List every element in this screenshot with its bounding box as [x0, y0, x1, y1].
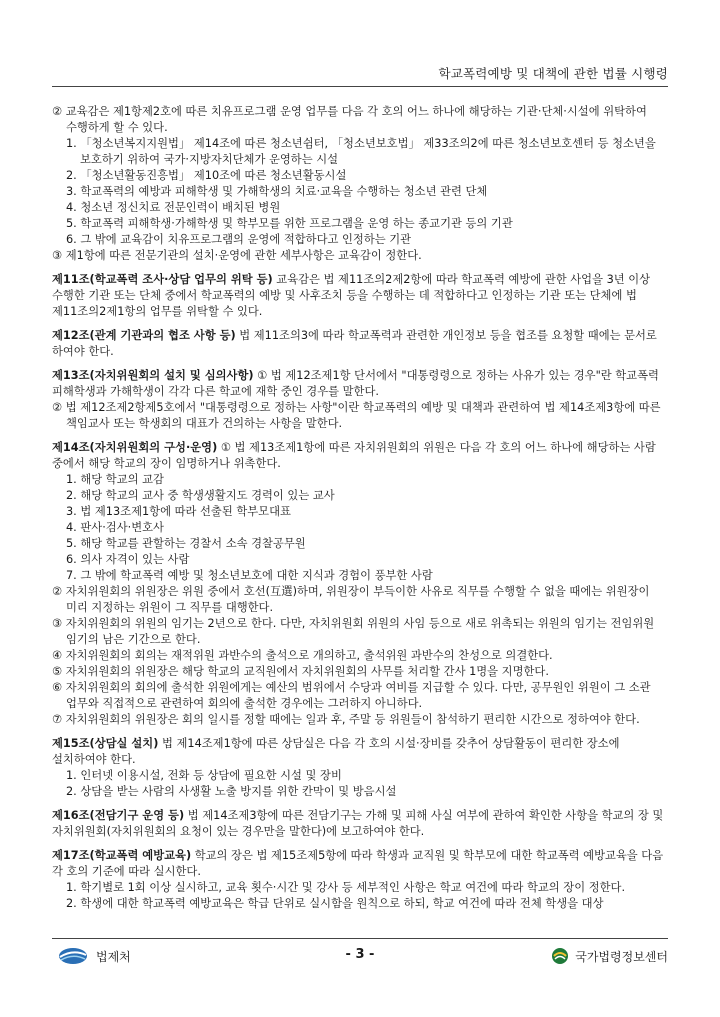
- clause-paragraph: [52, 568, 668, 584]
- paragraph-text: 학교의 장은 법 제15조제5항에 따라 학생과 교직원 및 학부모에 대한 학교폭력 예방교육을 다음 각 호의 기준에 따라 실시한다.: [52, 849, 664, 878]
- article-paragraph: [52, 848, 668, 880]
- paragraph-text: 법 제11조의3에 따라 학교폭력과 관련한 개인정보 등을 협조를 요청할 때에는 문서로 하여야 한다.: [52, 329, 657, 358]
- paragraph-text: 법 제14조제3항에 따른 전담기구는 가해 및 피해 사실 여부에 관하여 확인한 사항을 학교의 장 및 자치위원회(자치위원회의 요청이 있는 경우만을 말한다)에 보고하여야 한다.: [52, 809, 664, 838]
- paragraph-text: 1. 「청소년복지지원법」 제14조에 따른 청소년쉼터, 「청소년보호법」 제33조의2에 따른 청소년보호센터 등 청소년을 보호하기 위하여 국가·지방자치단체가 운영하는 시설: [66, 137, 656, 166]
- paragraph-text: 1. 학기별로 1회 이상 실시하고, 교육 횟수·시간 및 강사 등 세부적인 사항은 학교 여건에 따라 학교의 장이 정한다.: [66, 881, 626, 894]
- paragraph-text: 6. 그 밖에 교육감이 치유프로그램의 운영에 적합하다고 인정하는 기관: [66, 233, 412, 246]
- article-paragraph: [52, 736, 668, 768]
- article-paragraph: [52, 328, 668, 360]
- paragraph-text: ③ 자치위원회의 위원의 임기는 2년으로 한다. 다만, 자치위원회 위원의 사임 등으로 새로 위촉되는 위원의 임기는 전임위원 임기의 남은 기간으로 한다.: [52, 617, 655, 646]
- clause-paragraph: [52, 248, 668, 264]
- paragraph-text: 6. 의사 자격이 있는 사람: [66, 553, 190, 566]
- paragraph-text: ⑤ 자치위원회의 위원장은 해당 학교의 교직원에서 자치위원회의 사무를 처리할 간사 1명을 지명한다.: [52, 665, 549, 678]
- paragraph-text: ⑥ 자치위원회의 회의에 출석한 위원에게는 예산의 범위에서 수당과 여비를 지급할 수 있다. 다만, 공무원인 위원이 그 소관 업무와 직접적으로 관련하여 회의에 출석한 경우에는 그러하지 아니하다.: [52, 681, 651, 710]
- paragraph-text: ③ 제1항에 따른 전문기관의 설치·운영에 관한 세부사항은 교육감이 정한다.: [52, 249, 422, 262]
- clause-paragraph: [52, 184, 668, 200]
- paragraph-text: ② 법 제12조제2항제5호에서 "대통령령으로 정하는 사항"이란 학교폭력의 예방 및 대책과 관련하여 법 제14조제3항에 따른 책임교사 또는 학생회의 대표가 건의하는 사항을 말한다.: [52, 401, 661, 430]
- article-paragraph: [52, 272, 668, 320]
- law-center-logo-icon: [551, 947, 569, 965]
- paragraph-text: ② 자치위원회의 위원장은 위원 중에서 호선(互選)하며, 위원장이 부득이한 사유로 직무를 수행할 수 없을 때에는 위원장이 미리 지정하는 위원이 그 직무를 대행한다.: [52, 585, 650, 614]
- clause-paragraph: [52, 472, 668, 488]
- paragraph-text: 1. 해당 학교의 교감: [66, 473, 164, 486]
- clause-paragraph: [52, 712, 668, 728]
- paragraph-text: 5. 학교폭력 피해학생·가해학생 및 학부모를 위한 프로그램을 운영 하는 종교기관 등의 기관: [66, 217, 513, 230]
- clause-paragraph: [52, 536, 668, 552]
- clause-paragraph: [52, 488, 668, 504]
- document-body: [52, 104, 668, 912]
- clause-paragraph: [52, 216, 668, 232]
- article-title: 제11조(학교폭력 조사·상담 업무의 위탁 등): [52, 273, 273, 286]
- article-title: 제12조(관계 기관과의 협조 사항 등): [52, 329, 236, 342]
- clause-paragraph: [52, 768, 668, 784]
- clause-paragraph: [52, 400, 668, 432]
- clause-paragraph: [52, 880, 668, 896]
- footer-right-label: 국가법령정보센터: [575, 949, 668, 964]
- clause-paragraph: [52, 232, 668, 248]
- paragraph-text: 교육감은 법 제11조의2제2항에 따라 학교폭력 예방에 관한 사업을 3년 이상 수행한 기관 또는 단체 중에서 학교폭력의 예방 및 사후조치 등을 수행하는 데 적합하다고 인정하는 기관 또는 단체에 법 제11조의2제1항의 업무를 위탁할 수 있다.: [52, 273, 651, 318]
- paragraph-text: 5. 해당 학교를 관할하는 경찰서 소속 경찰공무원: [66, 537, 306, 550]
- article-paragraph: [52, 440, 668, 472]
- paragraph-text: 7. 그 밖에 학교폭력 예방 및 청소년보호에 대한 지식과 경험이 풍부한 사람: [66, 569, 433, 582]
- page-footer: [52, 938, 668, 971]
- article-title: 제16조(전담기구 운영 등): [52, 809, 185, 822]
- page-header: [52, 58, 668, 87]
- clause-paragraph: [52, 104, 668, 136]
- clause-paragraph: [52, 200, 668, 216]
- clause-paragraph: [52, 784, 668, 800]
- footer-left-label: 법제처: [96, 949, 131, 964]
- article-paragraph: [52, 808, 668, 840]
- clause-paragraph: [52, 584, 668, 616]
- clause-paragraph: [52, 504, 668, 520]
- article-paragraph: [52, 368, 668, 400]
- article-title: 제15조(상담실 설치): [52, 737, 159, 750]
- clause-paragraph: [52, 896, 668, 912]
- clause-paragraph: [52, 136, 668, 168]
- paragraph-text: ① 법 제12조제1항 단서에서 "대통령령으로 정하는 사유가 있는 경우"란 학교폭력 피해학생과 가해학생이 각각 다른 학교에 재학 중인 경우를 말한다.: [52, 369, 659, 398]
- clause-paragraph: [52, 552, 668, 568]
- clause-paragraph: [52, 520, 668, 536]
- page-number: - 3 -: [345, 947, 375, 962]
- article-title: 제14조(자치위원회의 구성·운영): [52, 441, 218, 454]
- paragraph-text: 4. 청소년 정신치료 전문인력이 배치된 병원: [66, 201, 281, 214]
- paragraph-text: 3. 법 제13조제1항에 따라 선출된 학부모대표: [66, 505, 291, 518]
- article-title: 제17조(학교폭력 예방교육): [52, 849, 192, 862]
- document-title: 학교폭력예방 및 대책에 관한 법률 시행령: [438, 66, 668, 81]
- paragraph-text: 2. 상담을 받는 사람의 사생활 노출 방지를 위한 칸막이 및 방음시설: [66, 785, 397, 798]
- paragraph-text: 법 제14조제1항에 따른 상담실은 다음 각 호의 시설·장비를 갖추어 상담활동이 편리한 장소에 설치하여야 한다.: [52, 737, 620, 766]
- paragraph-text: 2. 학생에 대한 학교폭력 예방교육은 학급 단위로 실시함을 원칙으로 하되, 학교 여건에 따라 전체 학생을 대상: [66, 897, 604, 910]
- paragraph-text: ② 교육감은 제1항제2호에 따른 치유프로그램 운영 업무를 다음 각 호의 어느 하나에 해당하는 기관·단체·시설에 위탁하여 수행하게 할 수 있다.: [52, 105, 647, 134]
- clause-paragraph: [52, 664, 668, 680]
- clause-paragraph: [52, 168, 668, 184]
- paragraph-text: 2. 「청소년활동진흥법」 제10조에 따른 청소년활동시설: [66, 169, 347, 182]
- clause-paragraph: [52, 680, 668, 712]
- clause-paragraph: [52, 616, 668, 648]
- paragraph-text: ⑦ 자치위원회의 위원장은 회의 일시를 정할 때에는 일과 후, 주말 등 위원들이 참석하기 편리한 시간으로 정하여야 한다.: [52, 713, 640, 726]
- clause-paragraph: [52, 648, 668, 664]
- paragraph-text: 2. 해당 학교의 교사 중 학생생활지도 경력이 있는 교사: [66, 489, 335, 502]
- paragraph-text: 3. 학교폭력의 예방과 피해학생 및 가해학생의 치료·교육을 수행하는 청소년 관련 단체: [66, 185, 488, 198]
- paragraph-text: ① 법 제13조제1항에 따른 자치위원회의 위원은 다음 각 호의 어느 하나에 해당하는 사람 중에서 해당 학교의 장이 임명하거나 위촉한다.: [52, 441, 656, 470]
- paragraph-text: 1. 인터넷 이용시설, 전화 등 상담에 필요한 시설 및 장비: [66, 769, 342, 782]
- article-title: 제13조(자치위원회의 설치 및 심의사항): [52, 369, 254, 382]
- paragraph-text: ④ 자치위원회의 회의는 재적위원 과반수의 출석으로 개의하고, 출석위원 과반수의 찬성으로 의결한다.: [52, 649, 553, 662]
- paragraph-text: 4. 판사·검사·변호사: [66, 521, 164, 534]
- footer-right: [551, 947, 668, 965]
